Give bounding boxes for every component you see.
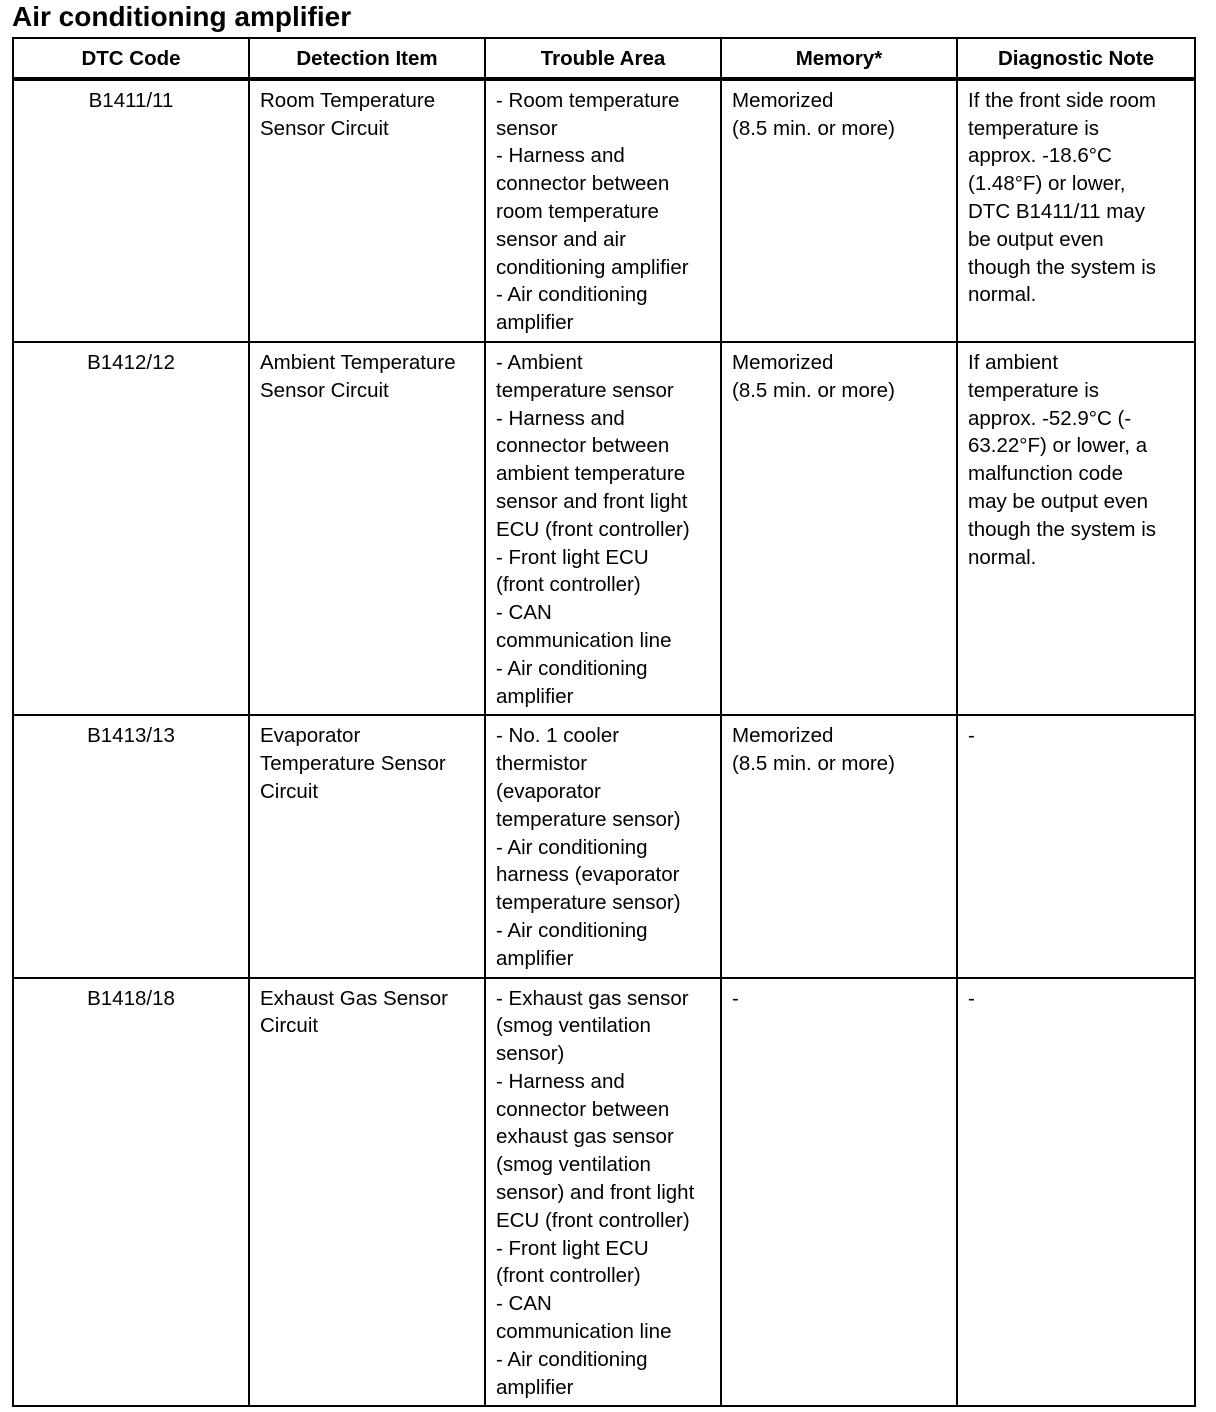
column-header-detection-item: Detection Item [249,38,485,79]
table-body [13,79,1195,1407]
memory-cell: Memorized (8.5 min. or more) [721,79,957,342]
detection-item-cell: Evaporator Temperature Sensor Circuit [249,715,485,977]
dtc-code-cell: B1418/18 [13,978,249,1407]
header-row [13,38,1195,79]
trouble-area-cell: - Exhaust gas sensor (smog ventilation sensor) - Harness and connector between exhaust gas sensor (smog ventilation sensor) and front light ECU (front controller) - Front light ECU (front controller) - CAN communication line - Air conditioning amplifier [485,978,721,1407]
diagnostic-note-cell: - [957,978,1195,1407]
table-row [13,79,1195,342]
memory-cell: - [721,978,957,1407]
table-row [13,715,1195,977]
diagnostic-note-cell: If the front side room temperature is approx. -18.6°C (1.48°F) or lower, DTC B1411/11 may be output even though the system is normal. [957,79,1195,342]
dtc-table [12,37,1196,1407]
trouble-area-cell: - No. 1 cooler thermistor (evaporator temperature sensor) - Air conditioning harness (evaporator temperature sensor) - Air conditioning amplifier [485,715,721,977]
dtc-code-cell: B1412/12 [13,342,249,715]
detection-item-cell: Exhaust Gas Sensor Circuit [249,978,485,1407]
dtc-code-cell: B1411/11 [13,79,249,342]
table-row [13,342,1195,715]
detection-item-cell: Room Temperature Sensor Circuit [249,79,485,342]
column-header-trouble-area: Trouble Area [485,38,721,79]
dtc-code-cell: B1413/13 [13,715,249,977]
memory-cell: Memorized (8.5 min. or more) [721,715,957,977]
diagnostic-note-cell: - [957,715,1195,977]
page-title: Air conditioning amplifier [12,1,352,32]
diagnostic-note-cell: If ambient temperature is approx. -52.9°C (- 63.22°F) or lower, a malfunction code may be output even though the system is normal. [957,342,1195,715]
column-header-dtc-code: DTC Code [13,38,249,79]
trouble-area-cell: - Ambient temperature sensor - Harness and connector between ambient temperature sensor and front light ECU (front controller) - Front light ECU (front controller) - CAN communication line - Air conditioning amplifier [485,342,721,715]
table-header [13,38,1195,79]
column-header-memory: Memory* [721,38,957,79]
memory-cell: Memorized (8.5 min. or more) [721,342,957,715]
detection-item-cell: Ambient Temperature Sensor Circuit [249,342,485,715]
column-header-diagnostic-note: Diagnostic Note [957,38,1195,79]
trouble-area-cell: - Room temperature sensor - Harness and connector between room temperature sensor and air conditioning amplifier - Air conditioning amplifier [485,79,721,342]
table-row [13,978,1195,1407]
